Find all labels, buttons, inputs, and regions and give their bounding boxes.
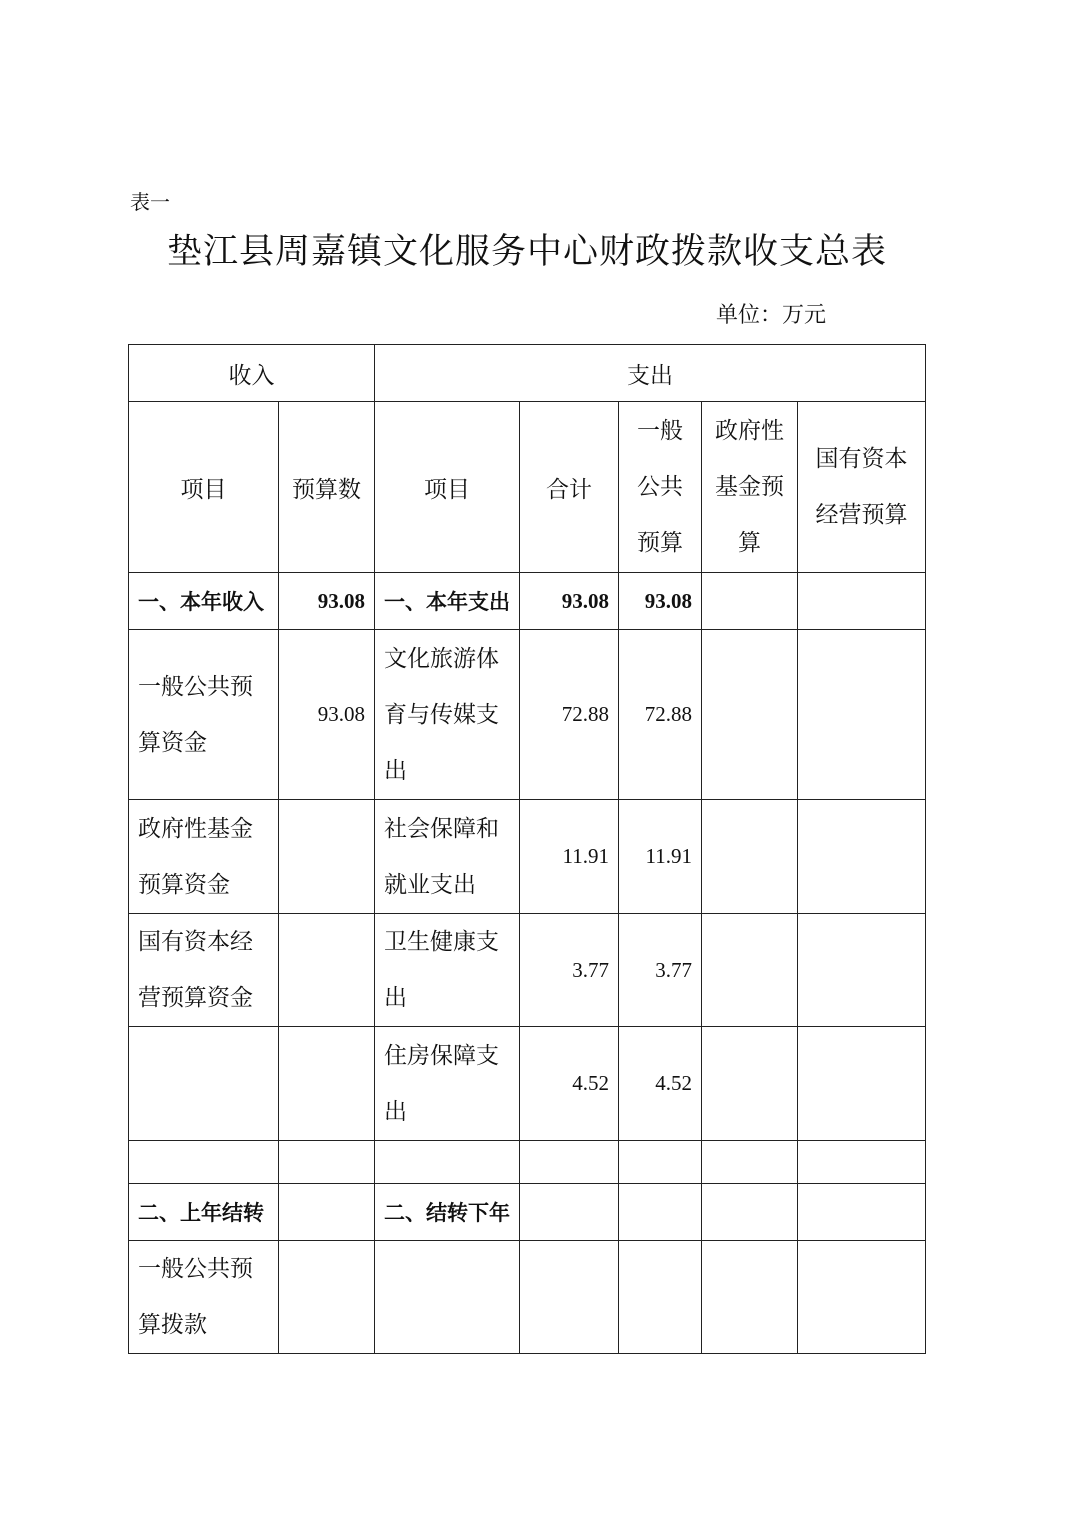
- header-row-top: [129, 345, 926, 402]
- table-row: [129, 1027, 926, 1141]
- expense-item: 卫生健康支出: [375, 914, 520, 1027]
- col-income-budget: 预算数: [279, 402, 375, 573]
- total-amount: 11.91: [520, 800, 619, 914]
- table-row: [129, 630, 926, 800]
- expense-item: 一、本年支出: [375, 573, 520, 630]
- general-amount: 4.52: [619, 1027, 702, 1141]
- expense-item: 住房保障支出: [375, 1027, 520, 1141]
- total-amount: 4.52: [520, 1027, 619, 1141]
- income-amount: [279, 1027, 375, 1141]
- income-amount: 93.08: [279, 630, 375, 800]
- income-amount: [279, 800, 375, 914]
- expense-header: 支出: [375, 345, 926, 402]
- income-item: 政府性基金预算资金: [129, 800, 279, 914]
- col-total: 合计: [520, 402, 619, 573]
- state-amount: [798, 1184, 926, 1241]
- col-income-item: 项目: [129, 402, 279, 573]
- fund-amount: [702, 1184, 798, 1241]
- table-row: [129, 800, 926, 914]
- income-item: 一、本年收入: [129, 573, 279, 630]
- expense-item: 文化旅游体育与传媒支出: [375, 630, 520, 800]
- total-amount: 93.08: [520, 573, 619, 630]
- income-amount: [279, 1241, 375, 1354]
- table-row: [129, 914, 926, 1027]
- page-title: 垫江县周嘉镇文化服务中心财政拨款收支总表: [166, 232, 887, 272]
- table-row: [129, 1184, 926, 1241]
- state-amount: [798, 800, 926, 914]
- table-row: [129, 573, 926, 630]
- income-amount: [279, 914, 375, 1027]
- total-amount: [520, 1241, 619, 1354]
- total-amount: 72.88: [520, 630, 619, 800]
- general-amount: [619, 1184, 702, 1241]
- unit-label: 单位：万元: [716, 303, 827, 328]
- income-item: 一般公共预算资金: [129, 630, 279, 800]
- col-expense-item: 项目: [375, 402, 520, 573]
- expense-item: 二、结转下年: [375, 1184, 520, 1241]
- income-item: [129, 1027, 279, 1141]
- expense-item: 社会保障和就业支出: [375, 800, 520, 914]
- general-amount: 11.91: [619, 800, 702, 914]
- state-amount: [798, 573, 926, 630]
- general-amount: 3.77: [619, 914, 702, 1027]
- total-amount: [520, 1184, 619, 1241]
- col-state-capital-budget: 国有资本经营预算: [798, 402, 926, 573]
- general-amount: 72.88: [619, 630, 702, 800]
- fund-amount: [702, 630, 798, 800]
- general-amount: [619, 1241, 702, 1354]
- fund-amount: [702, 914, 798, 1027]
- fund-amount: [702, 573, 798, 630]
- col-fund-budget: 政府性基金预算: [702, 402, 798, 573]
- state-amount: [798, 630, 926, 800]
- general-amount: 93.08: [619, 573, 702, 630]
- fund-amount: [702, 800, 798, 914]
- income-item: 国有资本经营预算资金: [129, 914, 279, 1027]
- fund-amount: [702, 1241, 798, 1354]
- income-amount: [279, 1184, 375, 1241]
- expense-item: [375, 1241, 520, 1354]
- state-amount: [798, 914, 926, 1027]
- col-general-budget: 一般公共预算: [619, 402, 702, 573]
- income-item: 二、上年结转: [129, 1184, 279, 1241]
- state-amount: [798, 1027, 926, 1141]
- empty-row: [129, 1141, 926, 1184]
- total-amount: 3.77: [520, 914, 619, 1027]
- fund-amount: [702, 1027, 798, 1141]
- income-header: 收入: [129, 345, 375, 402]
- state-amount: [798, 1241, 926, 1354]
- header-row-columns: [129, 402, 926, 573]
- income-amount: 93.08: [279, 573, 375, 630]
- table-row: [129, 1241, 926, 1354]
- table-label: 表一: [130, 190, 170, 214]
- finance-table: [128, 344, 926, 1354]
- income-item: 一般公共预算拨款: [129, 1241, 279, 1354]
